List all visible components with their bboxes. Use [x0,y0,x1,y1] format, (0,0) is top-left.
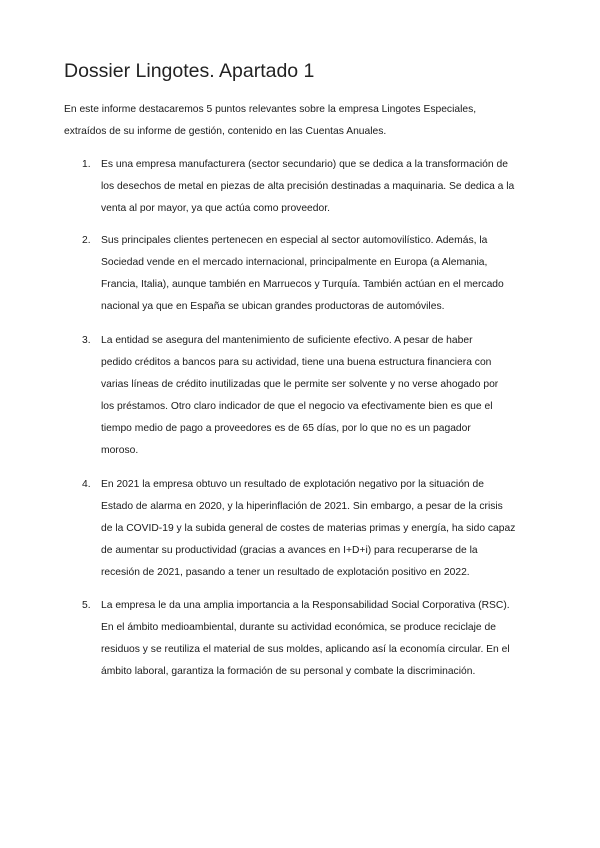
list-item-line: Es una empresa manufacturera (sector secundario) que se dedica a la transformación de [101,159,508,170]
list-number: 1. [82,159,91,170]
list-item-line: En el ámbito medioambiental, durante su actividad económica, se produce reciclaje de [101,622,496,633]
list-item-line: residuos y se reutiliza el material de sus moldes, aplicando así la economía circular. En el [101,644,510,655]
list-number: 4. [82,479,91,490]
list-item-line: venta al por mayor, ya que actúa como proveedor. [101,203,330,214]
intro-line: En este informe destacaremos 5 puntos relevantes sobre la empresa Lingotes Especiales, [64,104,477,115]
list-item-line: Sociedad vende en el mercado internacional, principalmente en Europa (a Alemania, [101,257,488,268]
list-item-line: tiempo medio de pago a proveedores es de 65 días, por lo que no es un pagador [101,423,471,434]
list-number: 2. [82,235,91,246]
list-item-line: ámbito laboral, garantiza la formación de su personal y combate la discriminación. [101,666,476,677]
list-number: 3. [82,335,91,346]
list-item-line: Francia, Italia), aunque también en Marruecos y Turquía. También actúan en el mercado [101,279,504,290]
list-item-line: Sus principales clientes pertenecen en especial al sector automovilístico. Además, la [101,235,488,246]
list-item-line: de la COVID-19 y la subida general de costes de materias primas y energía, ha sido capaz [101,523,516,534]
list-item-line: nacional ya que en España se ubican grandes productoras de automóviles. [101,301,445,312]
list-item-line: varias líneas de crédito inutilizadas que le permite ser solvente y no verse ahogado por [101,379,499,390]
list-item-line: pedido créditos a bancos para su actividad, tiene una buena estructura financiera con [101,357,492,368]
list-item-line: Estado de alarma en 2020, y la hiperinflación de 2021. Sin embargo, a pesar de la crisis [101,501,503,512]
list-item-line: los desechos de metal en piezas de alta precisión destinadas a maquinaria. Se dedica a la [101,181,515,192]
list-item-line: La empresa le da una amplia importancia a la Responsabilidad Social Corporativa (RSC). [101,600,510,611]
list-item-line: los préstamos. Otro claro indicador de que el negocio va efectivamente bien es que el [101,401,493,412]
list-item-line: recesión de 2021, pasando a tener un resultado de explotación positivo en 2022. [101,567,470,578]
page-title: Dossier Lingotes. Apartado 1 [64,60,315,82]
list-item-line: moroso. [101,445,139,456]
list-item-line: En 2021 la empresa obtuvo un resultado de explotación negativo por la situación de [101,479,484,490]
list-number: 5. [82,600,91,611]
intro-line: extraídos de su informe de gestión, contenido en las Cuentas Anuales. [64,126,387,137]
list-item-line: de aumentar su productividad (gracias a avances en I+D+i) para recuperarse de la [101,545,478,556]
list-item-line: La entidad se asegura del mantenimiento de suficiente efectivo. A pesar de haber [101,335,473,346]
